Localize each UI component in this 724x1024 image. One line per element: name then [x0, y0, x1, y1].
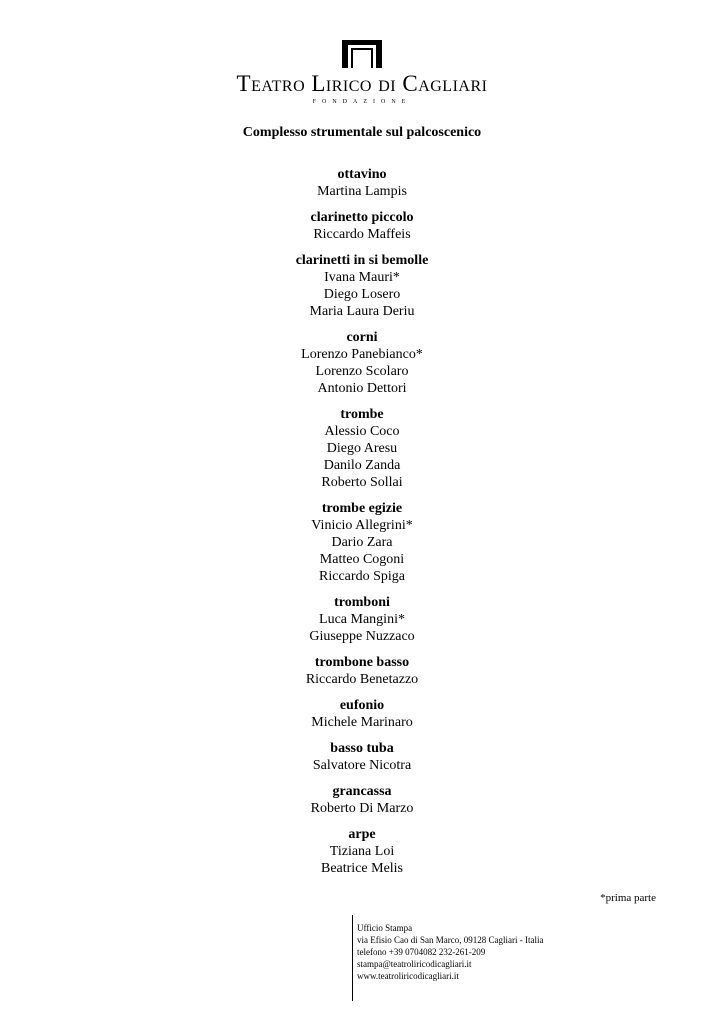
instrument-title: corni	[346, 330, 378, 345]
instrument-title: ottavino	[337, 167, 387, 182]
player-name: Danilo Zanda	[323, 458, 401, 473]
instrument-title: clarinetti in si bemolle	[295, 253, 429, 268]
player-name: Giuseppe Nuzzaco	[309, 629, 415, 644]
player-name: Dario Zara	[331, 535, 393, 550]
press-line: via Efisio Cao di San Marco, 09128 Cagliari - Italia	[357, 935, 544, 945]
instrument-title: clarinetto piccolo	[310, 210, 414, 225]
player-name: Lorenzo Panebianco*	[301, 347, 423, 362]
instrument-section	[0, 654, 724, 688]
press-line: Ufficio Stampa	[357, 923, 413, 933]
instrument-section	[0, 500, 724, 585]
player-name: Salvatore Nicotra	[312, 758, 412, 773]
player-name: Alessio Coco	[324, 424, 400, 439]
player-name: Roberto Sollai	[321, 475, 403, 490]
player-name: Luca Mangini*	[319, 612, 405, 627]
instrument-title: tromboni	[334, 595, 390, 610]
player-name: Riccardo Spiga	[319, 569, 405, 584]
instrument-title: basso tuba	[330, 741, 394, 756]
instrument-title: trombone basso	[314, 655, 410, 670]
player-name: Vinicio Allegrini*	[311, 518, 413, 533]
instrument-section	[0, 740, 724, 774]
player-name: Michele Marinaro	[311, 715, 413, 730]
player-name: Martina Lampis	[317, 184, 407, 199]
press-line: www.teatroliricodicagliari.it	[357, 971, 459, 981]
player-name: Ivana Mauri*	[324, 270, 400, 285]
player-name: Lorenzo Scolaro	[315, 364, 409, 379]
instrument-title: trombe egizie	[321, 501, 403, 516]
ensemble-roster	[0, 166, 724, 886]
instrument-section	[0, 252, 724, 320]
instrument-section	[0, 209, 724, 243]
theatre-stage-icon	[342, 40, 382, 68]
player-name: Maria Laura Deriu	[309, 304, 415, 319]
player-name: Riccardo Benetazzo	[305, 672, 419, 687]
instrument-section	[0, 783, 724, 817]
player-name: Riccardo Maffeis	[313, 227, 411, 242]
press-divider	[352, 915, 353, 1001]
instrument-title: trombe	[340, 407, 384, 422]
player-name: Diego Aresu	[326, 441, 398, 456]
instrument-title: arpe	[348, 827, 376, 842]
player-name: Roberto Di Marzo	[310, 801, 414, 816]
instrument-section	[0, 166, 724, 200]
instrument-section	[0, 406, 724, 491]
player-name: Tiziana Loi	[329, 844, 395, 859]
press-office-contact	[357, 922, 543, 982]
instrument-section	[0, 826, 724, 877]
theatre-logo	[0, 40, 724, 106]
instrument-section	[0, 697, 724, 731]
foundation-label: FONDAZIONE	[312, 99, 412, 105]
player-name: Diego Losero	[323, 287, 401, 302]
instrument-title: eufonio	[339, 698, 385, 713]
instrument-section	[0, 329, 724, 397]
footnote: *prima parte	[600, 892, 656, 904]
instrument-section	[0, 594, 724, 645]
press-line: telefono +39 0704082 232-261-209	[357, 947, 486, 957]
player-name: Beatrice Melis	[320, 861, 404, 876]
player-name: Matteo Cogoni	[319, 552, 405, 567]
press-line: stampa@teatroliricodicagliari.it	[357, 959, 472, 969]
theatre-name: Teatro Lirico di Cagliari	[236, 71, 488, 96]
player-name: Antonio Dettori	[317, 381, 407, 396]
page-title: Complesso strumentale sul palcoscenico	[242, 125, 482, 140]
instrument-title: grancassa	[332, 784, 392, 799]
